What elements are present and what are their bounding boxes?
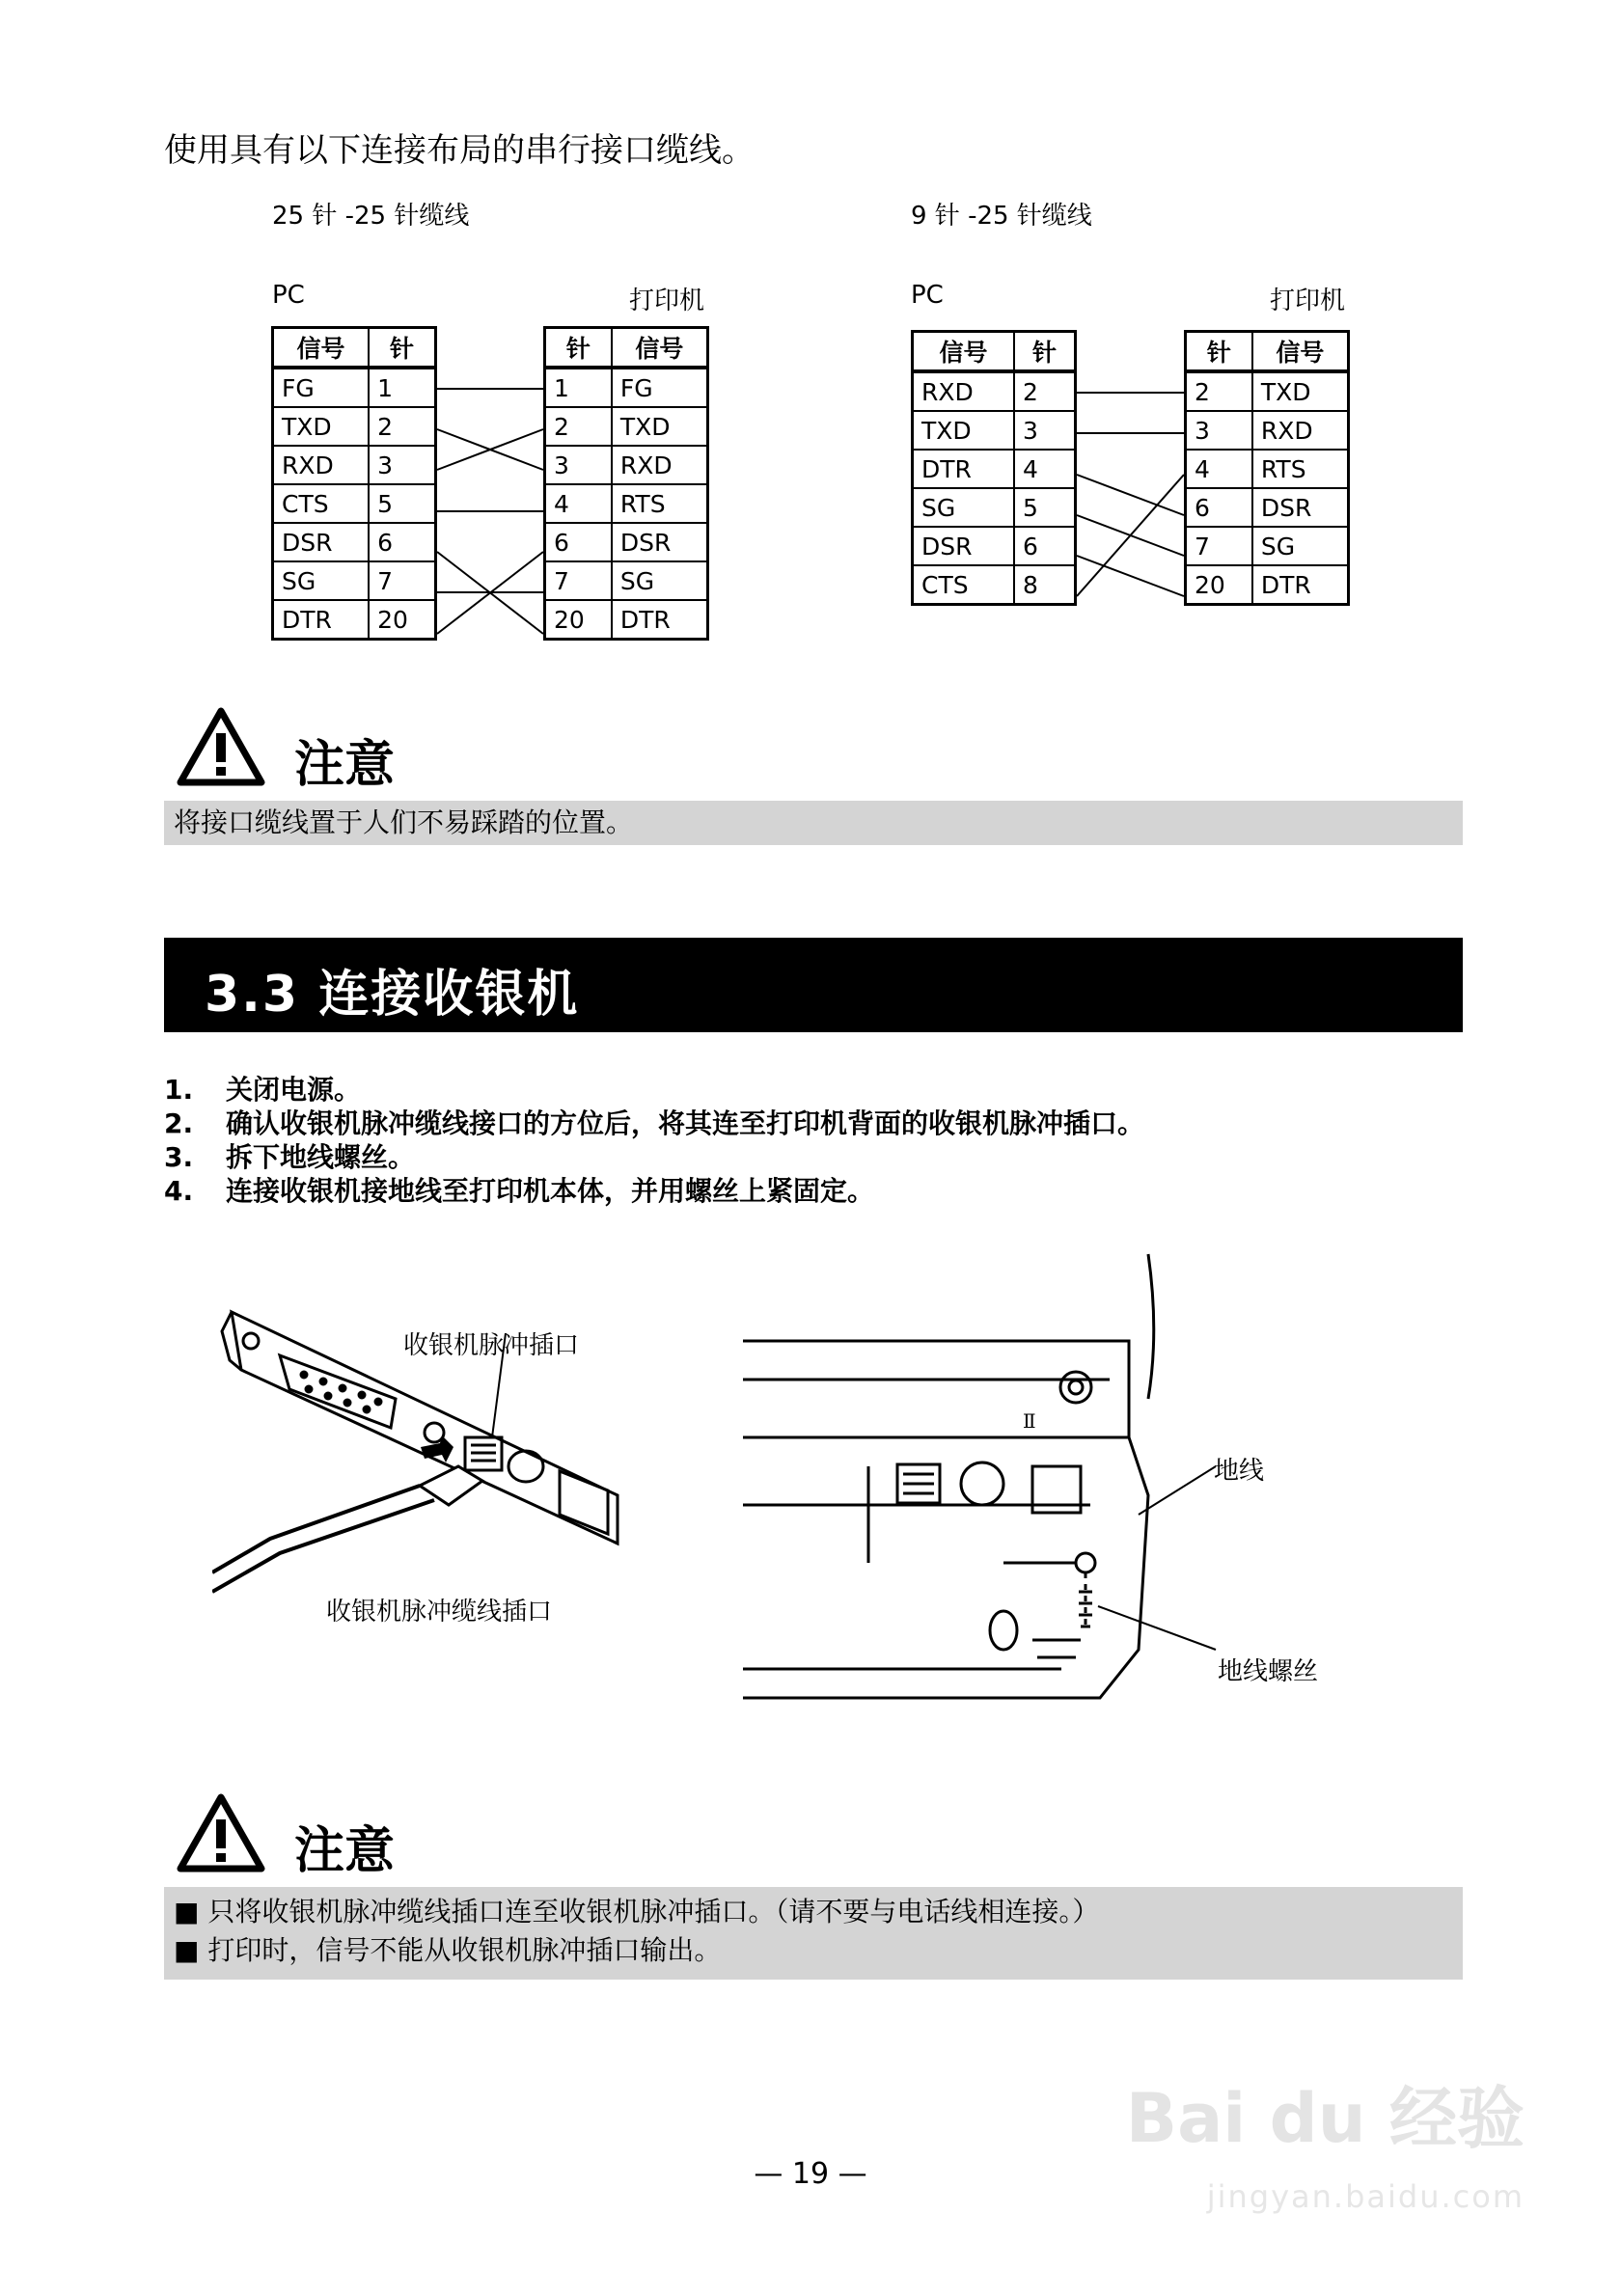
col-header: 信号 (612, 328, 708, 369)
signal-cell: CTS (913, 565, 1014, 605)
pin-cell: 1 (545, 368, 612, 407)
signal-cell: DTR (612, 600, 708, 640)
signal-cell: FG (612, 368, 708, 407)
step-number: 3. (164, 1141, 194, 1173)
signal-cell: TXD (913, 411, 1014, 450)
pin-cell: 3 (545, 446, 612, 484)
table-row (545, 368, 708, 407)
signal-cell: FG (273, 368, 370, 407)
wire-rxd-txd (437, 429, 543, 470)
col-header: 针 (1014, 332, 1076, 372)
signal-cell: RTS (612, 484, 708, 523)
signal-cell: SG (1252, 527, 1349, 565)
pin-cell: 7 (369, 561, 435, 600)
signal-cell: SG (273, 561, 370, 600)
intro-text: 使用具有以下连接布局的串行接口缆线。 (164, 131, 755, 170)
caution-line: ■ 只将收银机脉冲缆线插口连至收银机脉冲插口。（请不要与电话线相连接。） (174, 1896, 1100, 1927)
cable25-caption: 25 针 -25 针缆线 (272, 202, 470, 231)
wire-dtr-dsr (437, 552, 543, 634)
table-row (273, 407, 436, 446)
signal-cell: RXD (913, 371, 1014, 411)
table-row (913, 488, 1076, 527)
col-header: 信号 (1252, 332, 1349, 372)
table-row (545, 523, 708, 561)
ground-screw-illustration (743, 1244, 1225, 1765)
table-row (913, 371, 1076, 411)
pin-cell: 3 (1186, 411, 1252, 450)
wire-txd-rxd (437, 429, 543, 470)
table-row (1186, 565, 1349, 605)
warning-icon (176, 1792, 266, 1873)
pin-cell: 4 (1014, 450, 1076, 488)
table-row (913, 450, 1076, 488)
wire9-dtr-dsr (1077, 475, 1184, 515)
ground-wire-label: 地线 (1214, 1457, 1265, 1486)
pin-cell: 5 (369, 484, 435, 523)
step-text: 连接收银机接地线至打印机本体，并用螺丝上紧固定。 (226, 1175, 875, 1207)
cable25-printer-label: 打印机 (629, 287, 705, 315)
table-row (273, 446, 436, 484)
pin-cell: 2 (545, 407, 612, 446)
pin-cell: 3 (1014, 411, 1076, 450)
signal-cell: RXD (1252, 411, 1349, 450)
signal-cell: RXD (273, 446, 370, 484)
wire9-sg (1077, 515, 1184, 556)
cable9-pc-label: PC (911, 281, 944, 310)
cable9-pc-table (911, 330, 1077, 606)
col-header: 信号 (913, 332, 1014, 372)
warning-icon (176, 706, 266, 787)
pin-cell: 2 (369, 407, 435, 446)
signal-cell: TXD (273, 407, 370, 446)
pin-cell: 20 (545, 600, 612, 640)
pin-cell: 7 (1186, 527, 1252, 565)
signal-cell: DTR (1252, 565, 1349, 605)
table-row (1186, 450, 1349, 488)
signal-cell: DSR (273, 523, 370, 561)
col-header: 针 (369, 328, 435, 369)
pin-cell: 20 (1186, 565, 1252, 605)
pin-cell: 6 (1014, 527, 1076, 565)
step-text: 确认收银机脉冲缆线接口的方位后，将其连至打印机背面的收银机脉冲插口。 (226, 1107, 1145, 1139)
ground-screw-label: 地线螺丝 (1218, 1657, 1319, 1686)
pin-cell: 20 (369, 600, 435, 640)
table-row (1186, 371, 1349, 411)
page-number: — 19 — (754, 2157, 867, 2191)
cable9-caption: 9 针 -25 针缆线 (911, 202, 1092, 231)
list-item (164, 1073, 1144, 1107)
caution-text: 将接口缆线置于人们不易踩踏的位置。 (164, 801, 1463, 845)
table-row (273, 600, 436, 640)
cable9-printer-label: 打印机 (1270, 287, 1346, 315)
signal-cell: DSR (913, 527, 1014, 565)
list-item (164, 1140, 1144, 1174)
step-number: 2. (164, 1107, 194, 1139)
signal-cell: RTS (1252, 450, 1349, 488)
signal-cell: DSR (1252, 488, 1349, 527)
step-text: 拆下地线螺丝。 (226, 1141, 416, 1173)
table-row (273, 484, 436, 523)
signal-cell: TXD (612, 407, 708, 446)
pin-cell: 6 (369, 523, 435, 561)
cable25-printer-table (543, 326, 709, 641)
table-row (1186, 527, 1349, 565)
col-header: 针 (545, 328, 612, 369)
pin-cell: 4 (1186, 450, 1252, 488)
pin-cell: 6 (1186, 488, 1252, 527)
wire9-cts-rts (1077, 475, 1184, 596)
cable25-pc-table (271, 326, 437, 641)
jack-label: 收银机脉冲插口 (403, 1331, 580, 1360)
table-row (913, 527, 1076, 565)
watermark-url: jingyan.baidu.com (1206, 2178, 1525, 2215)
caution-title: 注意 (294, 736, 396, 794)
caution-box (164, 1887, 1463, 1980)
pin-cell: 8 (1014, 565, 1076, 605)
signal-cell: DTR (273, 600, 370, 640)
wire9-dsr-dtr (1077, 556, 1184, 596)
table-row (913, 565, 1076, 605)
signal-cell: CTS (273, 484, 370, 523)
col-header: 信号 (273, 328, 370, 369)
table-row (273, 368, 436, 407)
table-row (273, 523, 436, 561)
wiring-diagram (0, 0, 1621, 675)
step-text: 关闭电源。 (226, 1074, 362, 1106)
step-number: 1. (164, 1074, 194, 1106)
cable25-pc-label: PC (272, 281, 305, 310)
table-row (545, 484, 708, 523)
col-header: 针 (1186, 332, 1252, 372)
table-row (1186, 411, 1349, 450)
signal-cell: SG (913, 488, 1014, 527)
pin-cell: 2 (1186, 371, 1252, 411)
section-title: 3.3 连接收银机 (205, 966, 580, 1024)
caution-title: 注意 (294, 1822, 396, 1880)
signal-cell: RXD (612, 446, 708, 484)
table-row (545, 446, 708, 484)
roman-mark: Ⅱ (1023, 1409, 1036, 1433)
table-row (913, 411, 1076, 450)
steps-list (164, 1073, 1144, 1208)
list-item (164, 1107, 1144, 1140)
plug-label: 收银机脉冲缆线插口 (326, 1598, 553, 1626)
signal-cell: SG (612, 561, 708, 600)
list-item (164, 1174, 1144, 1208)
section-header (164, 938, 1463, 1032)
watermark-logo: Bai du 经验 (1125, 2079, 1525, 2158)
pin-cell: 6 (545, 523, 612, 561)
signal-cell: TXD (1252, 371, 1349, 411)
pin-cell: 7 (545, 561, 612, 600)
caution-line: ■ 打印时，信号不能从收银机脉冲插口输出。 (174, 1934, 722, 1966)
wire-dsr-dtr (437, 552, 543, 634)
table-row (545, 600, 708, 640)
table-row (545, 561, 708, 600)
table-row (545, 407, 708, 446)
table-row (1186, 488, 1349, 527)
pin-cell: 3 (369, 446, 435, 484)
pin-cell: 4 (545, 484, 612, 523)
cable9-printer-table (1184, 330, 1350, 606)
pin-cell: 5 (1014, 488, 1076, 527)
step-number: 4. (164, 1175, 194, 1207)
pin-cell: 2 (1014, 371, 1076, 411)
pin-cell: 1 (369, 368, 435, 407)
signal-cell: DSR (612, 523, 708, 561)
table-row (273, 561, 436, 600)
signal-cell: DTR (913, 450, 1014, 488)
